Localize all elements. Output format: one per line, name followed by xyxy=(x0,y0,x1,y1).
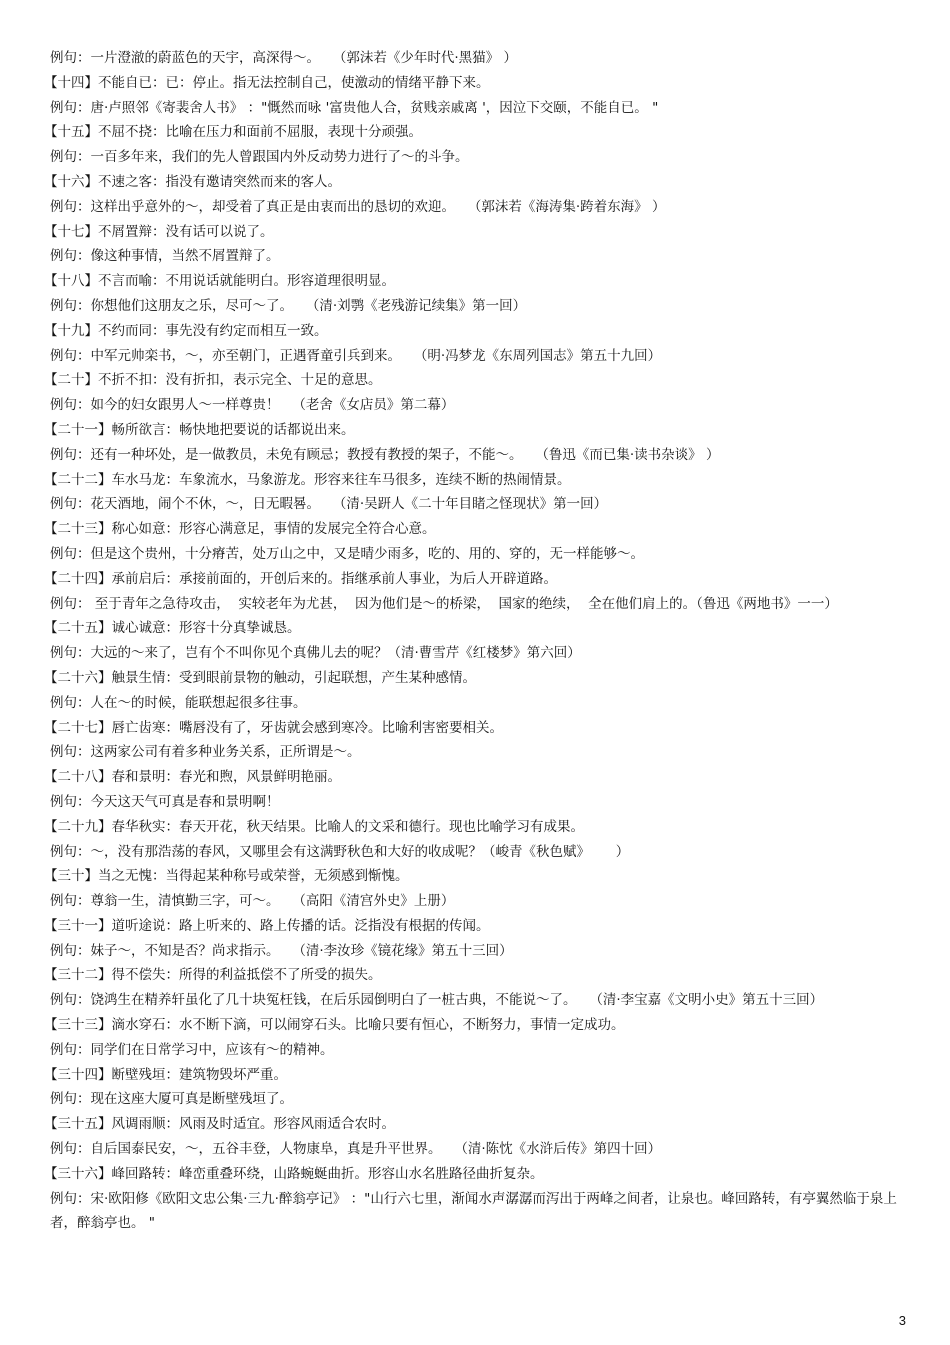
idiom-entry: 【二十八】春和景明：春光和煦，风景鲜明艳丽。 xyxy=(44,769,341,786)
example-sentence: 例句：像这种事情，当然不屑置辩了。 xyxy=(50,248,280,265)
example-sentence: 例句：妹子～，不知是否？尚求指示。 （清·李汝珍《镜花缘》第五十三回） xyxy=(50,942,513,959)
example-sentence: 例句：唐·卢照邻《寄裴舍人书》 ："慨然而咏 '富贵他人合，贫贱亲戚离 '，因泣下交颐，不能自已。 " xyxy=(50,99,659,116)
example-sentence: 例句：同学们在日常学习中，应该有～的精神。 xyxy=(50,1041,334,1058)
example-sentence: 例句：如今的妇女跟男人～一样尊贵！ （老舍《女店员》第二幕） xyxy=(50,397,455,414)
example-sentence: 例句：今天这天气可真是春和景明啊！ xyxy=(50,793,280,810)
example-sentence: 例句：但是这个贵州，十分瘠苦，处万山之中，又是晴少雨多，吃的、用的、穿的，无一样能够～。 xyxy=(50,545,644,562)
example-sentence: 例句：自后国泰民安，～，五谷丰登，人物康阜，真是升平世界。 （清·陈忱《水浒后传》第四十回） xyxy=(50,1141,662,1158)
idiom-entry: 【三十四】断壁残垣：建筑物毁坏严重。 xyxy=(44,1066,287,1083)
idiom-entry: 【十四】不能自已：已：停止。指无法控制自己，使激动的情绪平静下来。 xyxy=(44,74,490,91)
idiom-entry: 【二十二】车水马龙：车象流水，马象游龙。形容来往车马很多，连续不断的热闹情景。 xyxy=(44,471,571,488)
example-sentence: 例句：宋·欧阳修《欧阳文忠公集·三九·醉翁亭记》 ："山行六七里，渐闻水声潺潺而泻出于两峰之间者，让泉也。峰回路转，有亭翼然临于泉上者，醉翁亭也。 " xyxy=(50,1190,897,1232)
idiom-entry: 【三十】当之无愧：当得起某种称号或荣誉，无须感到惭愧。 xyxy=(44,868,409,885)
example-sentence: 例句：一片澄澈的蔚蓝色的天宇，高深得～。 （郭沫若《少年时代·黑猫》 ） xyxy=(50,50,517,66)
page-number: 3 xyxy=(898,1313,906,1328)
example-sentence: 例句：这样出乎意外的～，却受着了真正是由衷而出的恳切的欢迎。 （郭沫若《海涛集·跨着东海》 ） xyxy=(50,198,666,215)
idiom-entry: 【十七】不屑置辩：没有话可以说了。 xyxy=(44,223,274,240)
idiom-entry: 【二十三】称心如意：形容心满意足，事情的发展完全符合心意。 xyxy=(44,521,436,538)
example-sentence: 例句： 至于青年之急待攻击， 实较老年为尤甚， 因为他们是～的桥梁， 国家的绝续， 全在他们肩上的。（鲁迅《两地书》一一） xyxy=(50,595,838,612)
idiom-entry: 【二十四】承前启后：承接前面的，开创后来的。指继承前人事业，为后人开辟道路。 xyxy=(44,570,557,587)
example-sentence: 例句：饶鸿生在精养轩虽化了几十块冤枉钱，在后乐园倒明白了一桩古典，不能说～了。 （清·李宝嘉《文明小史》第五十三回） xyxy=(50,992,824,1009)
example-sentence: 例句：花天酒地，闹个不休，～，日无暇晷。 （清·吴趼人《二十年目睹之怪现状》第一回） xyxy=(50,496,608,513)
example-sentence: 例句：现在这座大厦可真是断壁残垣了。 xyxy=(50,1091,293,1108)
idiom-entry: 【十八】不言而喻：不用说话就能明白。形容道理很明显。 xyxy=(44,273,395,290)
idiom-entry: 【十五】不屈不挠：比喻在压力和面前不屈服，表现十分顽强。 xyxy=(44,124,422,141)
example-sentence: 例句：你想他们这朋友之乐，尽可～了。 （清·刘鹗《老残游记续集》第一回） xyxy=(50,297,527,314)
idiom-entry: 【三十五】风调雨顺：风雨及时适宜。形容风雨适合农时。 xyxy=(44,1116,395,1133)
idiom-entry: 【二十九】春华秋实：春天开花，秋天结果。比喻人的文采和德行。现也比喻学习有成果。 xyxy=(44,818,584,835)
idiom-entry: 【二十一】畅所欲言：畅快地把要说的话都说出来。 xyxy=(44,421,355,438)
idiom-entry: 【三十六】峰回路转：峰峦重叠环绕，山路蜿蜒曲折。形容山水名胜路径曲折复杂。 xyxy=(44,1165,544,1182)
example-sentence: 例句：中军元帅栾书，～，亦至朝门，正遇胥童引兵到来。 （明·冯梦龙《东周列国志》第五十九回） xyxy=(50,347,662,364)
example-sentence: 例句：人在～的时候，能联想起很多往事。 xyxy=(50,694,307,711)
example-sentence: 例句：～，没有那浩荡的春风，又哪里会有这满野秋色和大好的收成呢？（峻青《秋色赋》 ） xyxy=(50,843,630,860)
example-sentence: 例句：这两家公司有着多种业务关系，正所谓是～。 xyxy=(50,744,361,761)
example-sentence: 例句：还有一种坏处，是一做教员，未免有顾忌；教授有教授的架子，不能～。 （鲁迅《而已集·读书杂谈》 ） xyxy=(50,446,720,463)
idiom-entry: 【二十七】唇亡齿寒：嘴唇没有了，牙齿就会感到寒冷。比喻利害密要相关。 xyxy=(44,719,503,736)
idiom-entry: 【十九】不约而同：事先没有约定而相互一致。 xyxy=(44,322,328,339)
idiom-entry: 【三十二】得不偿失：所得的利益抵偿不了所受的损失。 xyxy=(44,967,382,984)
example-sentence: 例句：一百多年来，我们的先人曾跟国内外反动势力进行了～的斗争。 xyxy=(50,149,469,166)
idiom-entry: 【三十三】滴水穿石：水不断下滴，可以闹穿石头。比喻只要有恒心，不断努力，事情一定成功。 xyxy=(44,1017,625,1034)
example-sentence: 例句：尊翁一生，清慎勤三字，可～。 （高阳《清宫外史》上册） xyxy=(50,893,455,910)
example-sentence: 例句：大远的～来了，岂有个不叫你见个真佛儿去的呢？（清·曹雪芹《红楼梦》第六回） xyxy=(50,645,581,662)
idiom-entry: 【二十六】触景生情：受到眼前景物的触动，引起联想，产生某种感情。 xyxy=(44,669,476,686)
idiom-entry: 【二十】不折不扣：没有折扣，表示完全、十足的意思。 xyxy=(44,372,382,389)
idiom-entry: 【二十五】诚心诚意：形容十分真挚诚恳。 xyxy=(44,620,301,637)
idiom-list xyxy=(44,46,902,1236)
idiom-entry: 【三十一】道听途说：路上听来的、路上传播的话。泛指没有根据的传闻。 xyxy=(44,917,490,934)
idiom-entry: 【十六】不速之客：指没有邀请突然而来的客人。 xyxy=(44,173,341,190)
